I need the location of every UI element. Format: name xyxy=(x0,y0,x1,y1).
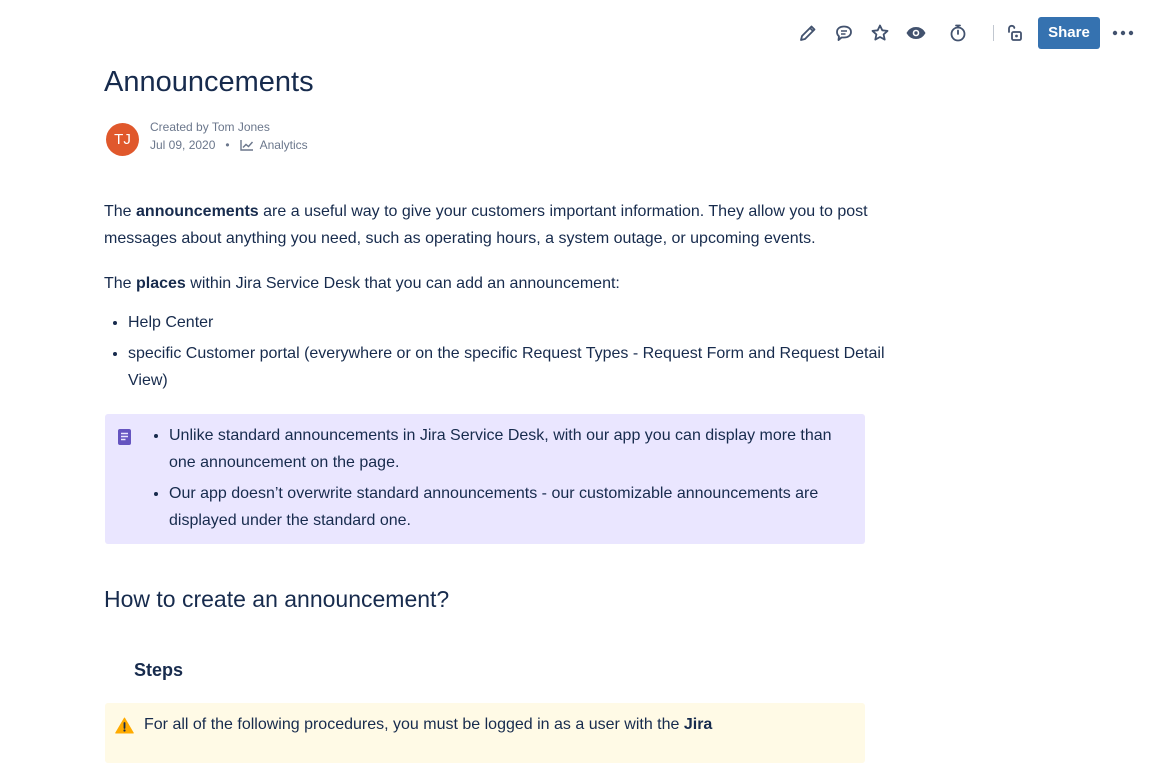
note-list xyxy=(145,422,849,538)
pencil-icon[interactable] xyxy=(796,21,820,45)
unlock-icon[interactable] xyxy=(1002,21,1026,45)
avatar[interactable]: TJ xyxy=(106,123,139,156)
toolbar-divider xyxy=(993,25,994,41)
warning-text-start: For all of the following procedures, you must be logged in as a user with the xyxy=(144,716,684,733)
stopwatch-icon[interactable] xyxy=(946,21,970,45)
warning-panel xyxy=(105,703,865,763)
note-icon xyxy=(118,429,132,450)
list-item: • Unlike standard announcements in Jira Service Desk, with our app you can display more than one announcement on the page. xyxy=(169,422,849,476)
chart-icon xyxy=(240,139,254,151)
page-toolbar xyxy=(0,17,1158,49)
intro-text-end: are a useful way to give your customers important information. They allow you to post messages about anything you need, such as operating hours, a system outage, or upcoming events. xyxy=(104,203,868,247)
warning-bold-term: Jira xyxy=(683,716,713,733)
page-title: Announcements xyxy=(104,66,314,98)
list-item: • Our app doesn’t overwrite standard announcements - our customizable announcements are displayed under the standard one. xyxy=(169,480,849,534)
meta-separator: • xyxy=(225,138,230,152)
places-text-end: within Jira Service Desk that you can add an announcement: xyxy=(185,275,620,292)
star-icon[interactable] xyxy=(868,21,892,45)
ellipsis-icon[interactable] xyxy=(1111,21,1135,45)
list-item: • Help Center xyxy=(128,309,898,336)
warning-text xyxy=(144,711,712,738)
places-list xyxy=(104,309,898,398)
share-button[interactable]: Share xyxy=(1038,17,1100,49)
list-item: • specific Customer portal (everywhere or on the specific Request Types - Request Form and Request Detail View) xyxy=(128,340,898,394)
intro-text-start: The xyxy=(104,203,137,220)
places-bold-term: places xyxy=(136,275,186,292)
meta-line xyxy=(150,138,308,152)
comment-icon[interactable] xyxy=(832,21,856,45)
section-heading: How to create an announcement? xyxy=(104,586,450,612)
places-paragraph xyxy=(104,270,874,297)
places-text-start: The xyxy=(104,275,137,292)
intro-paragraph xyxy=(104,198,874,252)
analytics-label: Analytics xyxy=(259,138,308,152)
note-panel xyxy=(105,414,865,544)
eye-icon[interactable] xyxy=(904,21,928,45)
analytics-link[interactable] xyxy=(240,138,308,152)
created-by-text: Created by Tom Jones xyxy=(150,120,270,134)
warning-icon xyxy=(115,717,134,739)
created-date: Jul 09, 2020 xyxy=(150,138,216,152)
intro-bold-term: announcements xyxy=(136,203,259,220)
subsection-heading: Steps xyxy=(134,660,184,680)
